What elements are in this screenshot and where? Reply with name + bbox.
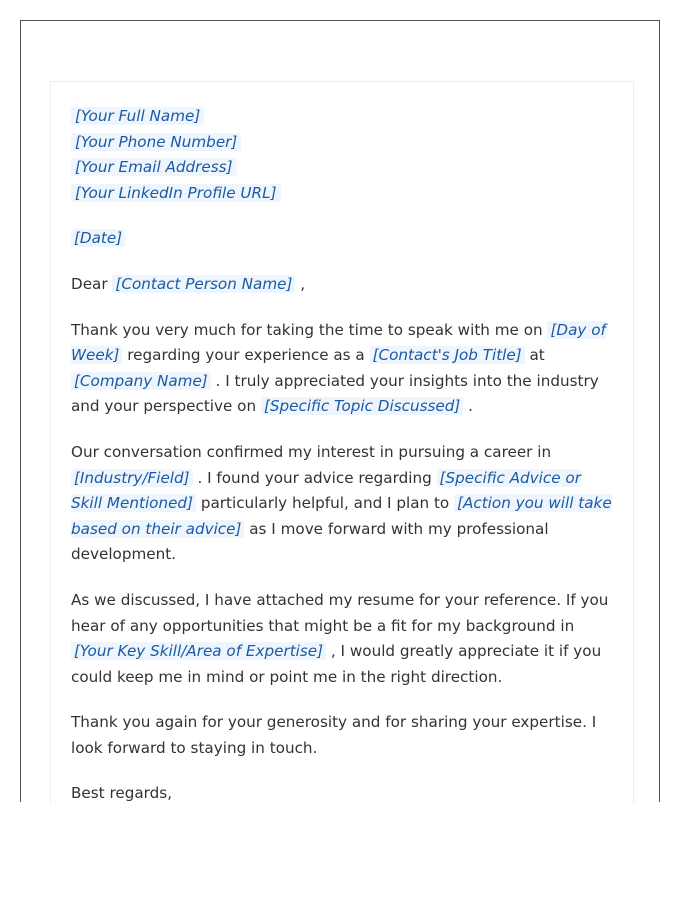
- text: at: [529, 346, 545, 365]
- text: Our conversation confirmed my interest in pursuing a career in: [71, 442, 552, 461]
- text: particularly helpful, and I plan to: [200, 494, 450, 513]
- placeholder-full-name: [Your Full Name]: [71, 107, 204, 125]
- placeholder-day-of-week: [Day of Week]: [71, 320, 606, 365]
- salutation: [71, 272, 613, 298]
- sender-contact-block: [71, 104, 613, 206]
- paragraph-interest: [71, 440, 613, 568]
- placeholder-advice: [Specific Advice or Skill Mentioned]: [71, 468, 581, 513]
- placeholder-email-address: [Your Email Address]: [71, 158, 237, 176]
- text: , I would greatly appreciate it if you could keep me in mind or point me in the right direction.: [71, 642, 602, 686]
- placeholder-expertise: [Your Key Skill/Area of Expertise]: [71, 642, 326, 660]
- placeholder-action: [Action you will take based on their advice]: [71, 494, 612, 538]
- document-frame: [20, 20, 660, 802]
- placeholder-contact-name: [Contact Person Name]: [112, 275, 295, 293]
- placeholder-date: [Date]: [71, 229, 125, 247]
- date-line: [71, 226, 613, 252]
- text: as I move forward with my professional development.: [71, 519, 549, 564]
- placeholder-linkedin-url: [Your LinkedIn Profile URL]: [71, 184, 281, 202]
- text: . I truly appreciated your insights into the industry and your perspective on: [71, 371, 599, 416]
- text: As we discussed, I have attached my resume for your reference. If you hear of any opportunities that might be a fit for my background in: [71, 590, 609, 635]
- paragraph-resume: [71, 588, 613, 690]
- paragraph-closing-thanks: [71, 710, 613, 761]
- paragraph-thanks: [71, 318, 613, 420]
- placeholder-phone-number: [Your Phone Number]: [71, 133, 241, 151]
- placeholder-topic: [Specific Topic Discussed]: [261, 397, 463, 415]
- text: .: [468, 397, 473, 416]
- text: . I found your advice regarding: [197, 468, 432, 487]
- placeholder-job-title: [Contact's Job Title]: [370, 346, 525, 364]
- salutation-greeting: Dear: [71, 274, 108, 293]
- closing-text: Best regards,: [71, 784, 173, 803]
- text: Thank you again for your generosity and for sharing your expertise. I look forward to staying in touch.: [71, 713, 597, 757]
- salutation-comma: ,: [300, 274, 306, 293]
- text: regarding your experience as a: [127, 346, 365, 365]
- placeholder-industry: [Industry/Field]: [71, 469, 193, 487]
- closing-line: [71, 781, 613, 807]
- placeholder-company-name: [Company Name]: [71, 372, 211, 390]
- text: Thank you very much for taking the time to speak with me on: [71, 320, 543, 339]
- letter-body: [50, 81, 634, 803]
